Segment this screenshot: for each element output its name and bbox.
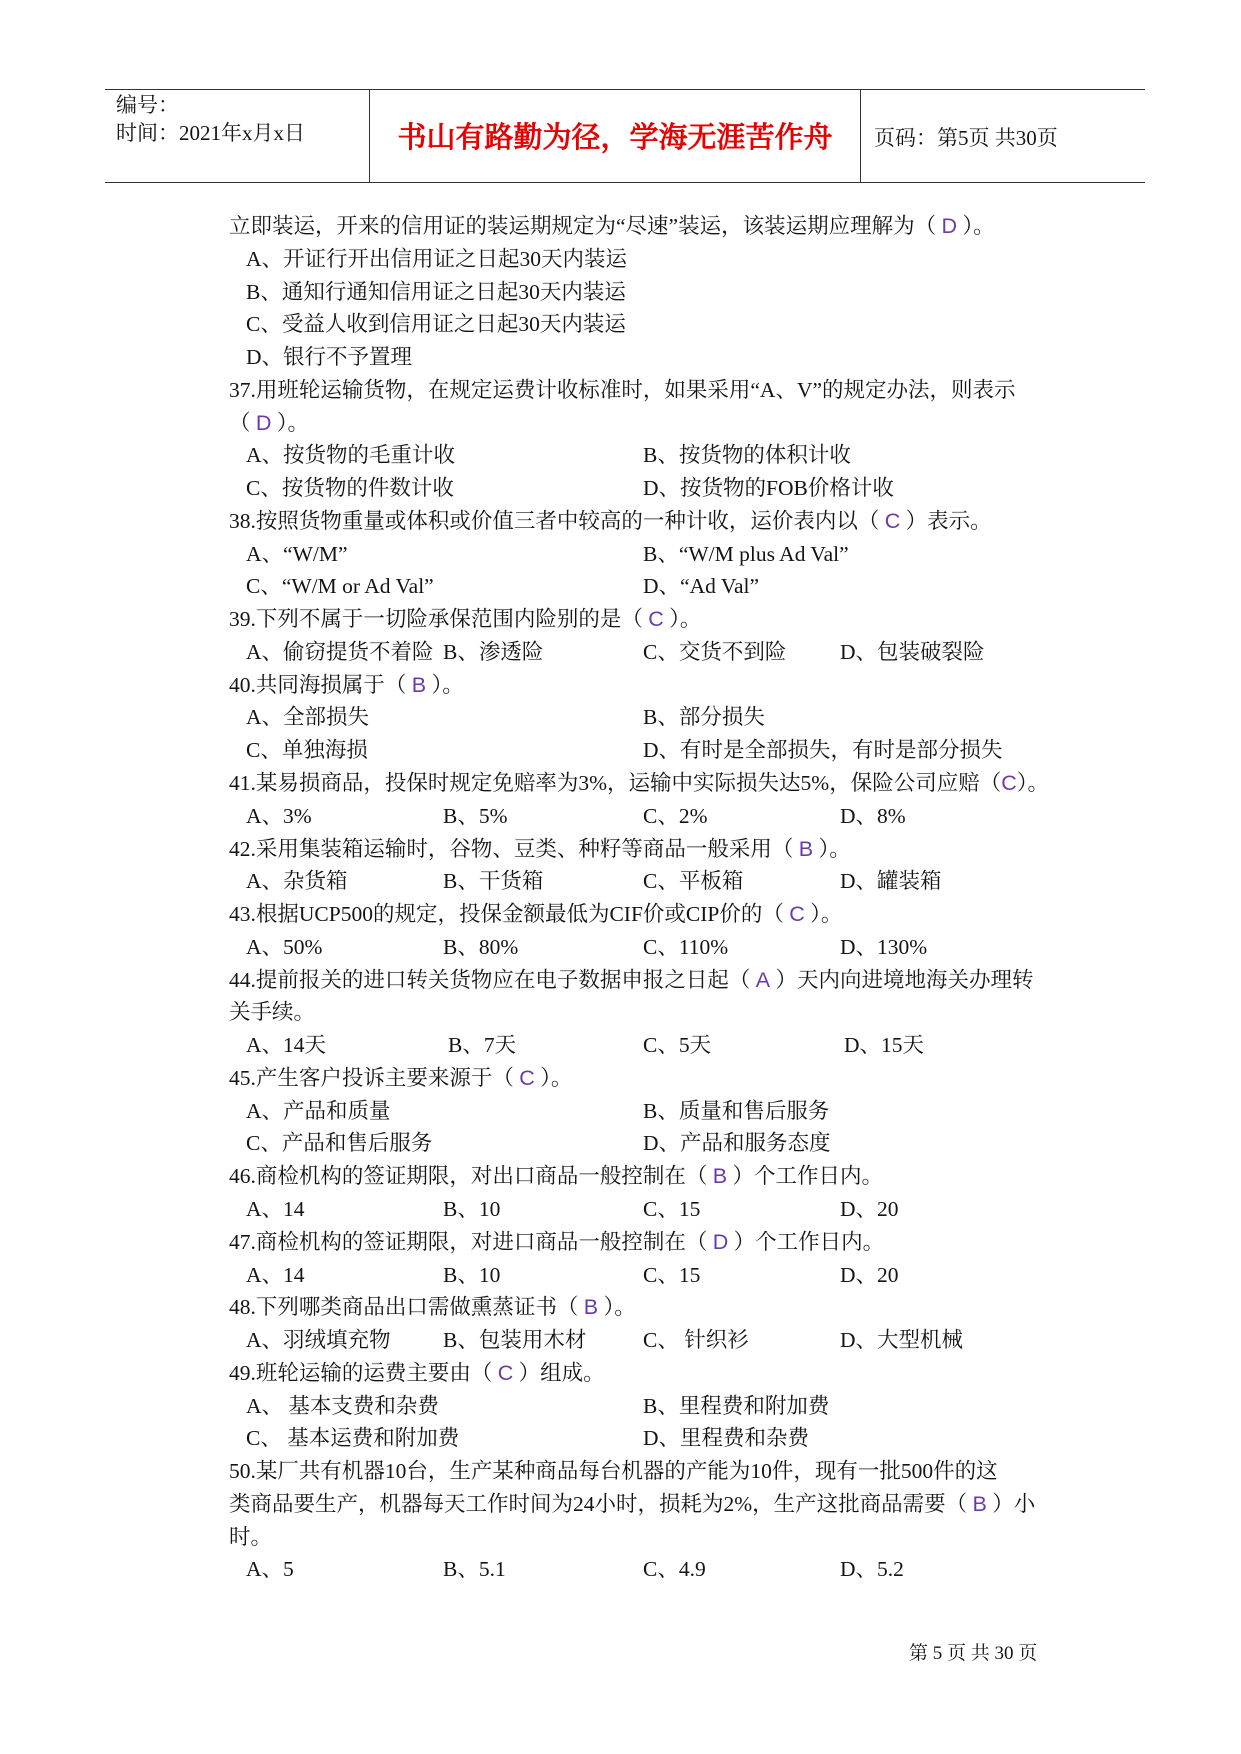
question-43-text-end: ）。 — [804, 902, 843, 927]
option-39-c: C、交货不到险 — [643, 639, 787, 664]
options-row — [229, 538, 1229, 571]
option-46-d: D、20 — [840, 1196, 899, 1221]
option-47-c: C、15 — [643, 1262, 701, 1287]
footer-page-number: 第 5 页 共 30 页 — [909, 1643, 1038, 1664]
option-39-a: A、偷窃提货不着险 — [246, 639, 434, 664]
option-40-b: B、部分损失 — [643, 705, 765, 730]
answer-37: D — [255, 410, 272, 435]
options-row — [229, 570, 1229, 603]
option-40-c: C、单独海损 — [246, 738, 368, 763]
options-row — [229, 1259, 1229, 1292]
question-48-text-end: ）。 — [598, 1295, 636, 1320]
options-row — [229, 1029, 1229, 1062]
question-36-text-end: ）。 — [957, 214, 995, 238]
option-41-c: C、2% — [643, 803, 708, 828]
question-46-text: 46.商检机构的签证期限，对出口商品一般控制在（ — [229, 1164, 713, 1189]
header-top-rule — [105, 89, 1145, 90]
answer-42: B — [798, 836, 814, 861]
answer-38: C — [884, 508, 901, 533]
option-44-c: C、5天 — [643, 1033, 712, 1058]
question-46-stem — [229, 1160, 1229, 1193]
option-47-b: B、10 — [443, 1262, 501, 1287]
options-row — [229, 1193, 1229, 1226]
option-49-d: D、里程费和杂费 — [643, 1426, 810, 1451]
option-49-a: A、 基本支费和杂费 — [246, 1393, 439, 1418]
option-42-b: B、干货箱 — [443, 869, 544, 894]
document-time-label: 时间：2021年x月x日 — [116, 121, 305, 145]
question-47-text-end: ）个工作日内。 — [728, 1229, 885, 1254]
question-45-text: 45.产生客户投诉主要来源于（ — [229, 1065, 520, 1090]
option-44-a: A、14天 — [246, 1033, 327, 1058]
question-39-text-end: ）。 — [663, 607, 702, 632]
option-48-a: A、羽绒填充物 — [246, 1328, 391, 1353]
option-44-d: D、15天 — [844, 1033, 925, 1058]
option-41-d: D、8% — [840, 803, 906, 828]
question-47-stem — [229, 1226, 1229, 1259]
question-37-stem-cont — [229, 407, 1229, 440]
question-44-stem — [229, 964, 1229, 997]
question-48-text: 48.下列哪类商品出口需做熏蒸证书（ — [229, 1295, 584, 1320]
question-42-text: 42.采用集装箱运输时，谷物、豆类、种籽等商品一般采用（ — [229, 836, 799, 861]
option-42-d: D、罐装箱 — [840, 869, 942, 894]
answer-45: C — [519, 1065, 535, 1090]
answer-50: B — [972, 1491, 987, 1516]
answer-36: D — [941, 214, 957, 238]
option-48-b: B、包装用木材 — [443, 1328, 587, 1353]
options-row — [229, 472, 1229, 505]
header-divider-right — [860, 90, 861, 183]
question-50-stem: 50.某厂共有机器10台，生产某种商品每台机器的产能为10件，现有一批500件的这 — [229, 1459, 998, 1484]
question-40-text: 40.共同海损属于（ — [229, 672, 412, 697]
option-36-b: B、通知行通知信用证之日起30天内装运 — [246, 279, 626, 304]
option-40-d: D、有时是全部损失，有时是部分损失 — [643, 738, 1003, 763]
option-37-c: C、按货物的件数计收 — [246, 476, 454, 501]
options-row — [229, 1324, 1229, 1357]
option-45-d: D、产品和服务态度 — [643, 1131, 831, 1156]
options-row — [229, 1127, 1229, 1160]
options-row — [229, 701, 1229, 734]
question-50-stem-end: 时。 — [229, 1524, 273, 1549]
question-40-text-end: ）。 — [426, 672, 464, 697]
question-37-text-end: ）。 — [271, 410, 310, 435]
question-45-stem — [229, 1062, 1229, 1095]
option-43-a: A、50% — [246, 934, 323, 959]
option-37-a: A、按货物的毛重计收 — [246, 443, 456, 468]
options-row — [229, 439, 1229, 472]
option-39-d: D、包装破裂险 — [840, 639, 985, 664]
option-45-a: A、产品和质量 — [246, 1098, 391, 1123]
question-49-stem — [229, 1357, 1229, 1390]
option-50-d: D、5.2 — [840, 1557, 904, 1582]
option-42-c: C、平板箱 — [643, 869, 744, 894]
question-41-stem — [229, 767, 1229, 800]
header-bottom-rule — [105, 182, 1145, 183]
document-number-label: 编号： — [116, 93, 179, 117]
option-50-a: A、5 — [246, 1557, 294, 1582]
question-44-text: 44.提前报关的进口转关货物应在电子数据申报之日起（ — [229, 967, 756, 992]
option-41-b: B、5% — [443, 803, 508, 828]
option-47-d: D、20 — [840, 1262, 899, 1287]
question-42-stem — [229, 833, 1229, 866]
question-49-text: 49.班轮运输的运费主要由（ — [229, 1360, 498, 1385]
option-46-b: B、10 — [443, 1196, 501, 1221]
question-44-text-end: ）天内向进境地海关办理转 — [770, 967, 1034, 992]
option-38-c: C、“W/M or Ad Val” — [246, 574, 434, 599]
options-row — [229, 636, 1229, 669]
option-46-a: A、14 — [246, 1196, 305, 1221]
question-41-text-end: ）。 — [1016, 771, 1049, 796]
question-42-text-end: ）。 — [813, 836, 851, 861]
question-50-text: 类商品要生产，机器每天工作时间为24小时，损耗为2%，生产这批商品需要（ — [229, 1491, 973, 1516]
question-36-stem — [229, 210, 1229, 243]
options-row — [229, 1390, 1229, 1423]
option-38-d: D、“Ad Val” — [643, 574, 760, 599]
option-37-b: B、按货物的体积计收 — [643, 443, 851, 468]
option-48-d: D、大型机械 — [840, 1328, 964, 1353]
option-45-c: C、产品和售后服务 — [246, 1131, 433, 1156]
option-47-a: A、14 — [246, 1262, 305, 1287]
options-row — [229, 800, 1229, 833]
option-49-b: B、里程费和附加费 — [643, 1393, 830, 1418]
question-47-text: 47.商检机构的签证期限，对进口商品一般控制在（ — [229, 1229, 713, 1254]
options-row — [229, 1095, 1229, 1128]
option-37-d: D、按货物的FOB价格计收 — [643, 476, 894, 501]
option-46-c: C、15 — [643, 1196, 701, 1221]
options-row — [229, 931, 1229, 964]
question-45-text-end: ）。 — [534, 1065, 573, 1090]
option-44-b: B、7天 — [448, 1033, 517, 1058]
option-49-c: C、 基本运费和附加费 — [246, 1426, 460, 1451]
question-50-text-end: ）小 — [986, 1491, 1036, 1516]
option-45-b: B、质量和售后服务 — [643, 1098, 830, 1123]
question-40-stem — [229, 669, 1229, 702]
question-list — [229, 210, 1229, 1586]
option-43-b: B、80% — [443, 934, 519, 959]
answer-47: D — [712, 1229, 729, 1254]
option-50-b: B、5.1 — [443, 1557, 506, 1582]
answer-39: C — [648, 607, 664, 632]
options-row — [229, 865, 1229, 898]
header-page-label: 页码：第5页 共30页 — [874, 126, 1058, 150]
options-row — [229, 1422, 1229, 1455]
answer-40: B — [411, 672, 427, 697]
question-36-text: 立即装运，开来的信用证的装运期规定为“尽速”装运，该装运期应理解为（ — [229, 214, 942, 238]
option-43-c: C、110% — [643, 934, 729, 959]
answer-49: C — [497, 1360, 514, 1385]
option-40-a: A、全部损失 — [246, 705, 370, 730]
answer-43: C — [789, 902, 805, 927]
answer-46: B — [712, 1164, 728, 1189]
options-row — [229, 734, 1229, 767]
question-46-text-end: ）个工作日内。 — [727, 1164, 883, 1189]
question-37-text: （ — [229, 410, 256, 435]
question-49-text-end: ）组成。 — [513, 1360, 605, 1385]
option-38-a: A、“W/M” — [246, 541, 348, 566]
question-48-stem — [229, 1291, 1229, 1324]
question-38-stem — [229, 505, 1229, 538]
option-36-d: D、银行不予置理 — [246, 345, 413, 370]
question-50-stem-cont — [229, 1488, 1229, 1521]
option-38-b: B、“W/M plus Ad Val” — [643, 541, 849, 566]
question-37-stem: 37.用班轮运输货物，在规定运费计收标准时，如果采用“A、V”的规定办法，则表示 — [229, 377, 1016, 402]
question-43-text: 43.根据UCP500的规定，投保金额最低为CIF价或CIP价的（ — [229, 902, 790, 927]
option-36-c: C、受益人收到信用证之日起30天内装运 — [246, 312, 626, 337]
answer-44: A — [755, 967, 771, 992]
question-39-stem — [229, 603, 1229, 636]
question-39-text: 39.下列不属于一切险承保范围内险别的是（ — [229, 607, 649, 632]
question-43-stem — [229, 898, 1229, 931]
option-36-a: A、开证行开出信用证之日起30天内装运 — [246, 246, 628, 271]
question-41-text: 41.某易损商品，投保时规定免赔率为3%，运输中实际损失达5%，保险公司应赔（ — [229, 771, 1002, 796]
option-43-d: D、130% — [840, 934, 928, 959]
option-42-a: A、杂货箱 — [246, 869, 348, 894]
question-38-text: 38.按照货物重量或体积或价值三者中较高的一种计收，运价表内以（ — [229, 508, 885, 533]
option-50-c: C、4.9 — [643, 1557, 706, 1582]
question-38-text-end: ）表示。 — [900, 508, 992, 533]
option-48-c: C、 针织衫 — [643, 1328, 749, 1353]
answer-41: C — [1001, 771, 1017, 796]
options-row — [229, 1553, 1229, 1586]
option-39-b: B、渗透险 — [443, 639, 544, 664]
option-41-a: A、3% — [246, 803, 312, 828]
question-44-stem-cont: 关手续。 — [229, 1000, 316, 1025]
header-motto: 书山有路勤为径，学海无涯苦作舟 — [397, 122, 833, 154]
answer-48: B — [583, 1295, 599, 1320]
